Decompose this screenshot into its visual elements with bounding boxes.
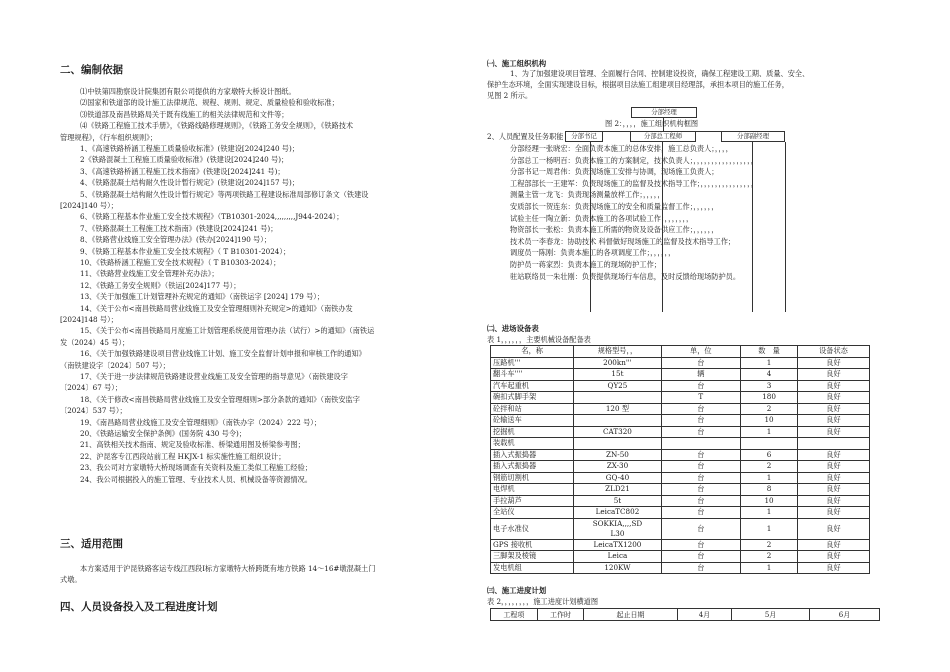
column-header: 数 量 [741, 346, 798, 358]
basis-item: 24、我公司根据投入的施工管理、专业技术人员、机械设备等资源情况。 [80, 474, 312, 484]
table-cell: 台 [661, 551, 741, 563]
staff-line: 技术员一李春龙：协助技术 科督做好现场施工的监督及技术指导工作； [510, 236, 736, 246]
table-cell: Leica [574, 551, 661, 563]
column-header: 4月 [677, 609, 731, 621]
table-cell: 良好 [797, 461, 869, 473]
table-cell: 挖掘机 [491, 426, 574, 438]
table-cell: 2 [741, 403, 798, 415]
staff-line: 安质部长一贺连东：负责现场施工的安全和质量监督工作；，，，，，， [510, 202, 719, 211]
table-cell: LeicaTX1200 [574, 539, 661, 551]
basis-item: 13、《关于加强施工计划管理补充规定的通知》（南铁运字 [2024] 179 号）； [80, 292, 325, 302]
table-cell: 良好 [797, 449, 869, 461]
staff-line: 试验主任一陶立新：负责本施工的各项试验工作；，，，，，，， [510, 213, 694, 223]
org-line [590, 142, 591, 312]
equipment-table [490, 345, 870, 574]
table-cell: ZN-50 [574, 449, 661, 461]
basis-item: （南铁建设字〔2024〕507 号）； [60, 360, 170, 370]
scope-text-1: 本方案适用于沪昆铁路客运专线江西段Ⅰ标方家墩特大桥跨既有地方铁路 14～16#墩混凝土门 [80, 564, 376, 573]
table-row [491, 403, 870, 415]
basis-item: [2024]148 号）； [60, 315, 118, 324]
table-row [491, 369, 870, 381]
basis-item: 〔2024〕67 号）； [60, 383, 123, 393]
table-cell: 发电机组 [491, 562, 574, 574]
basis-item: 18、《关于修改<南昌铁路局营业线施工及安全管理细则>部分条款的通知》（南铁安监字 [80, 394, 360, 404]
table-cell: GQ-40 [574, 472, 661, 484]
column-header: 5月 [732, 609, 810, 621]
sched-caption: 表 2，，，，，，，，施工进度计划横道图 [487, 597, 599, 606]
table-cell: 台 [661, 472, 741, 484]
column-header: 规格型号，， [574, 346, 661, 358]
table-cell: CAT320 [574, 426, 661, 438]
staff-line: 工程部部长一王建军：负责现场施工的监督及技术指导工作；，，，，，，，，，，，，，，， [510, 178, 758, 188]
table-cell: 台 [661, 484, 741, 496]
basis-item: 1、《高速铁路桥涵工程施工质量验收标准》(铁建设[2024]240 号)； [80, 144, 299, 153]
table-cell: 1 [741, 562, 798, 574]
table-cell: 10 [741, 495, 798, 507]
table-row [491, 392, 870, 404]
basis-item: 9、《铁路工程基本作业施工安全技术规程》（ T B10301-2024）； [80, 246, 291, 256]
column-header: 6月 [809, 609, 879, 621]
table-cell: 装载机 [491, 438, 574, 450]
org-title: ㈠、施工组织机构 [487, 59, 547, 68]
basis-item: 12、《铁路工务安全规则》（铁运[2024]177 号）； [80, 280, 241, 290]
table-cell: 台 [661, 403, 741, 415]
table-cell: 钢筋切割机 [491, 472, 574, 484]
table-cell: 180 [741, 392, 798, 404]
basis-item: 17、《关于进一步法律规范铁路建设营业线施工及安全管理的指导意见》（南铁建设字 [80, 372, 348, 381]
basis-item: 10、《铁路桥涵工程施工安全技术规程》（ T B10303-2024）； [80, 258, 281, 267]
section3-title: 三、适用范围 [60, 538, 123, 550]
table-row [491, 507, 870, 519]
table-cell: 良好 [797, 426, 869, 438]
table-cell: 良好 [797, 518, 869, 539]
basis-item: 22、沪昆客专江西段站前工程 HKJX-1 标实施性施工组织设计； [80, 451, 286, 461]
org-text-3: 见图 2 所示。 [487, 91, 533, 100]
org-line [752, 142, 753, 312]
table-cell: 插入式振捣器 [491, 449, 574, 461]
staff-title: 2、人员配置及任务职能 [487, 132, 564, 141]
org-box-manager: 分部经理 [631, 107, 697, 118]
table-cell: 1 [741, 507, 798, 519]
staff-line: 分部书记一周君伟：负责现场施工安排与协调，现场施工负责人； [510, 167, 719, 177]
basis-item: 11、《铁路营业线施工安全管理补充办法》； [80, 269, 219, 279]
column-header: 工作时 [537, 609, 584, 621]
table-cell: 砼输送车 [491, 415, 574, 427]
basis-line: ⑵国家和铁道部的设计施工法律规范、规程、规则、规定、质量检验和验收标准； [80, 98, 339, 108]
table-cell: 15t [574, 369, 661, 381]
basis-item: 5、《铁路混凝土结构耐久性设计暂行规定》等两项铁路工程建设标准局部修订条文（铁建设 [80, 189, 369, 199]
table-cell: 1 [741, 472, 798, 484]
basis-line: ⑴中铁第四勘察设计院集团有限公司提供的方家墩特大桥设计图纸。 [80, 87, 296, 96]
table-row [491, 472, 870, 484]
table-cell: SOKKIA,,,,SD L30 [574, 518, 661, 539]
table-cell: 良好 [797, 484, 869, 496]
basis-item: 19、《南昌路局营业线施工及安全管理细则》（南铁办字（2024）222 号）； [80, 417, 322, 427]
table-cell [574, 438, 661, 450]
table-header-row [491, 346, 870, 358]
table-cell: 台 [661, 426, 741, 438]
scope-text-2: 式墩。 [60, 575, 82, 584]
table-cell: LeicaTC802 [574, 507, 661, 519]
table-cell: T [661, 392, 741, 404]
org-line [785, 142, 786, 312]
table-cell: 辆 [661, 369, 741, 381]
table-cell: 台 [661, 449, 741, 461]
table-row [491, 357, 870, 369]
table-cell: 三脚架及棱镜 [491, 551, 574, 563]
basis-item: 21、高铁相关技术指南、规定及验收标准、桥梁通用图及桥梁参考图； [80, 440, 305, 450]
column-header: 设备状态 [797, 346, 869, 358]
basis-item: 14、《关于公布<南昌铁路局营业线施工及安全管理细则补充规定>的通知》（南铁办发 [80, 303, 353, 313]
table-cell: 台 [661, 518, 741, 539]
column-header: 名，称 [491, 346, 574, 358]
table-cell: 良好 [797, 551, 869, 563]
org-box-secretary: 分部书记 [565, 131, 603, 142]
org-box-deputy: 分部副经理 [721, 131, 785, 142]
table-header-row [491, 609, 880, 621]
table-cell: 手拉葫芦 [491, 495, 574, 507]
table-row [491, 438, 870, 450]
staff-line: 防护员一蒋家烈：负责本施工的现场防护工作； [510, 260, 661, 269]
table-row [491, 380, 870, 392]
table-cell: 良好 [797, 403, 869, 415]
table-row [491, 484, 870, 496]
basis-line: ⑷《铁路工程施工技术手册》，《铁路线路修理规则》，《铁路工务安全规则》，《铁路技术 [80, 121, 354, 131]
table-cell: 台 [661, 507, 741, 519]
table-cell: 翻斗车'''' [491, 369, 574, 381]
table-cell: 200kn''' [574, 357, 661, 369]
basis-item: 7、《铁路混凝土工程施工技术指南》(铁建设[2024]241 号)； [80, 223, 278, 233]
basis-item: 2《铁路混凝土工程施工质量验收标准》(铁建设[2024]240 号)； [80, 155, 289, 165]
table-cell: 1 [741, 518, 798, 539]
table-row [491, 426, 870, 438]
table-row [491, 495, 870, 507]
table-cell: 汽车起重机 [491, 380, 574, 392]
table-cell: 4 [741, 369, 798, 381]
sched-title: ㈢、施工进度计划 [487, 586, 547, 595]
table-cell: 良好 [797, 507, 869, 519]
table-cell [574, 415, 661, 427]
table-cell: 1 [741, 426, 798, 438]
table-cell: 良好 [797, 415, 869, 427]
basis-line: ⑶铁道部及南昌铁路局关于既有线施工的相关法律规范和文件等； [80, 109, 289, 119]
org-box-chief-engineer: 分部总工程师 [630, 131, 696, 142]
basis-item: 20、《铁路运输安全保护条例》(国务院 430 号令)； [80, 429, 247, 438]
table-cell: 台 [661, 562, 741, 574]
table-cell: 插入式振捣器 [491, 461, 574, 473]
table-cell: 良好 [797, 357, 869, 369]
table-cell: 压路机''' [491, 357, 574, 369]
table-cell: 2 [741, 461, 798, 473]
section2-title: 二、编制依据 [60, 64, 123, 76]
staff-line: 驻站联络员一朱壮刚：负责提供现场行车信息，及时反馈给现场防护员。 [510, 271, 741, 281]
table-cell [661, 438, 741, 450]
table-cell: GPS 接收机 [491, 539, 574, 551]
column-header: 工程项 [491, 609, 538, 621]
basis-item: 6、《铁路工程基本作业施工安全技术规程》（TB10301-2024,,,,,,,,,J944-2024）； [80, 212, 344, 222]
org-line [662, 142, 663, 312]
schedule-table [490, 608, 880, 621]
basis-item: 3、《高速铁路桥涵工程施工技术指南》(铁建设[2024]241 号)； [80, 166, 285, 176]
table-row [491, 415, 870, 427]
table-cell: 电焊机 [491, 484, 574, 496]
table-cell: 台 [661, 461, 741, 473]
staff-line: 测量主管一龙飞：负责现场测量放样工作；，，，，， [510, 190, 665, 200]
table-row [491, 461, 870, 473]
table-cell [574, 392, 661, 404]
basis-item: 发（2024）45 号）； [60, 337, 130, 347]
table-cell: 良好 [797, 539, 869, 551]
column-header: 单，位 [661, 346, 741, 358]
table-row [491, 562, 870, 574]
basis-item: 8、《铁路营业线施工安全管理办法》(铁办[2024]190 号）； [80, 235, 272, 245]
table-cell: 10 [741, 415, 798, 427]
fig-caption: 图 2：，，，，施工组织机构框图 [605, 119, 699, 128]
basis-item: 15、《关于公布<南昌铁路局月度施工计划管理系统使用管理办法（试行）>的通知》（南铁运 [80, 326, 375, 336]
table-cell: 6 [741, 449, 798, 461]
table-row [491, 449, 870, 461]
table-cell: 良好 [797, 369, 869, 381]
table-cell: ZX-30 [574, 461, 661, 473]
table-cell: 8 [741, 484, 798, 496]
table-row [491, 551, 870, 563]
table-cell: 电子水准仪 [491, 518, 574, 539]
table-cell: 5t [574, 495, 661, 507]
table-row [491, 539, 870, 551]
table-cell: 3 [741, 380, 798, 392]
table-cell: 台 [661, 415, 741, 427]
table-cell: 全站仪 [491, 507, 574, 519]
column-header: 起止日期 [584, 609, 677, 621]
equip-caption: 表 1，，，，，，主要机械设备配备表 [487, 335, 591, 344]
table-cell [797, 438, 869, 450]
staff-line: 调度员一陈刚：负责本施工的各项调度工作；，，，，，， [510, 248, 676, 258]
basis-item: [2024]140 号）； [60, 201, 118, 210]
staff-line: 物资部长一张松：负责本施工所需的物资及设备供应工作；，，，，，， [510, 225, 719, 235]
table-cell: 120KW [574, 562, 661, 574]
basis-item: 16、《关于加强铁路建设项目营业线施工计划、施工安全监督计划申报和审核工作的通知》 [80, 349, 366, 359]
table-cell: 2 [741, 539, 798, 551]
equip-title: ㈡、进场设备表 [487, 324, 539, 333]
table-cell: 2 [741, 551, 798, 563]
staff-line: 分部总工一杨明百：负责本施工的方案制定，技术负责人；，，，，，，，，，，，，，，，，， [510, 155, 758, 165]
table-cell: 台 [661, 357, 741, 369]
table-cell: QY25 [574, 380, 661, 392]
table-row [491, 518, 870, 539]
table-cell: 台 [661, 380, 741, 392]
table-cell: 1 [741, 357, 798, 369]
table-cell: 台 [661, 539, 741, 551]
basis-item: 23、我公司对方家墩特大桥现场调查有关资料及施工类似工程施工经验； [80, 463, 312, 473]
basis-item: 4、《铁路混凝土结构耐久性设计暂行规定》(铁建设[2024]157 号)； [80, 178, 299, 188]
table-cell: 良好 [797, 562, 869, 574]
table-cell: 良好 [797, 472, 869, 484]
table-cell: 砼拌和站 [491, 403, 574, 415]
section4-title: 四、人员设备投入及工程进度计划 [60, 601, 218, 613]
table-cell [741, 438, 798, 450]
table-cell: 良好 [797, 392, 869, 404]
table-cell: 良好 [797, 495, 869, 507]
table-cell: 台 [661, 495, 741, 507]
table-cell: ZLD21 [574, 484, 661, 496]
table-cell: 120 型 [574, 403, 661, 415]
org-text-2: 保护生态环境，全面实现建设目标，根据项目法施工组建项目经理部，承担本项目的施工任务， [487, 80, 789, 89]
basis-line: 管理规程》，《行车组织规则》； [60, 132, 158, 142]
staff-line: 分部经理一张晓宏：全面负责本施工的总体安排，施工总负责人；，，，， [510, 144, 733, 153]
basis-item: 〔2024〕537 号）； [60, 406, 127, 416]
org-text-1: 1、为了加强建设项目管理、全面履行合同、控制建设投资，确保工程建设工期、质量、安全、 [510, 69, 810, 78]
table-cell: 碗扣式脚手架 [491, 392, 574, 404]
table-cell: 良好 [797, 380, 869, 392]
